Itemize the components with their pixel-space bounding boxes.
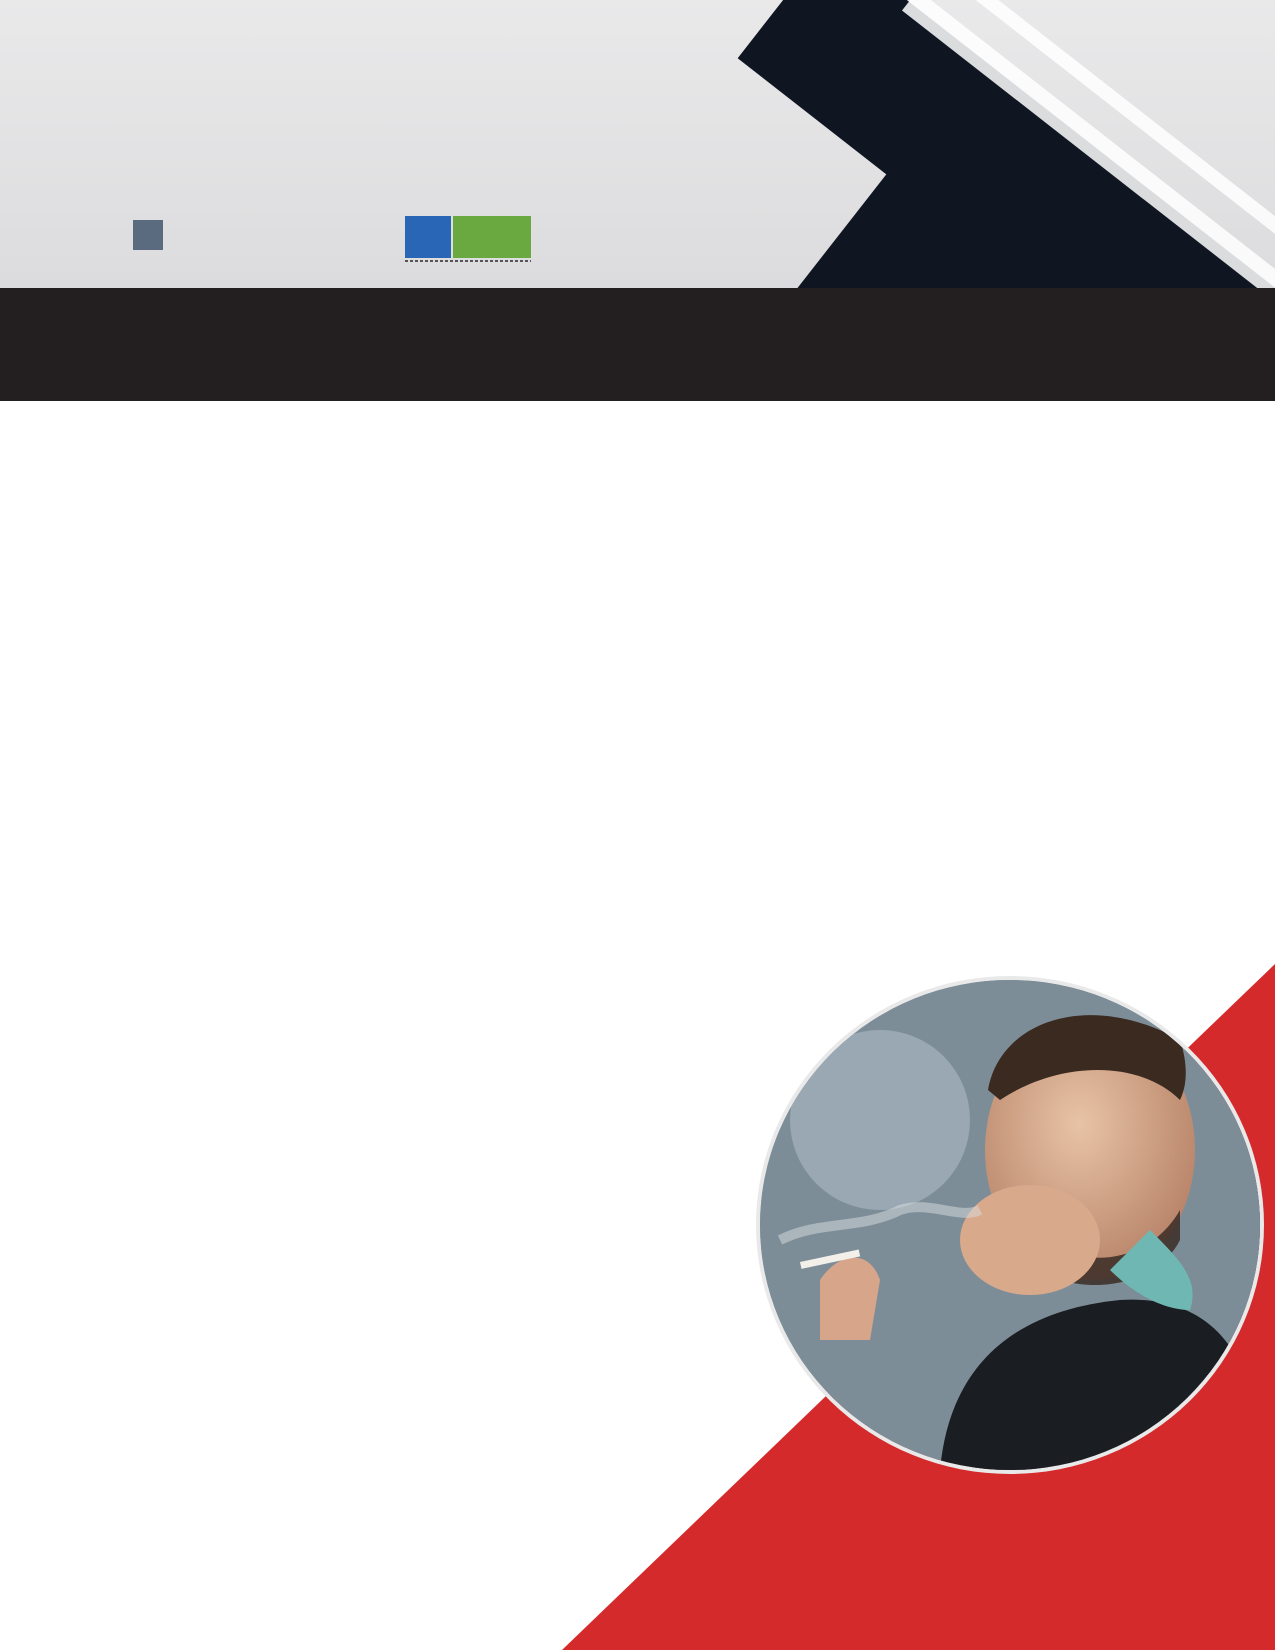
hand-shape — [820, 1258, 880, 1341]
fist-shape — [960, 1185, 1100, 1295]
article-body — [37, 428, 617, 457]
smoker-photo-illustration — [760, 980, 1260, 1470]
smoker-photo — [760, 980, 1260, 1470]
